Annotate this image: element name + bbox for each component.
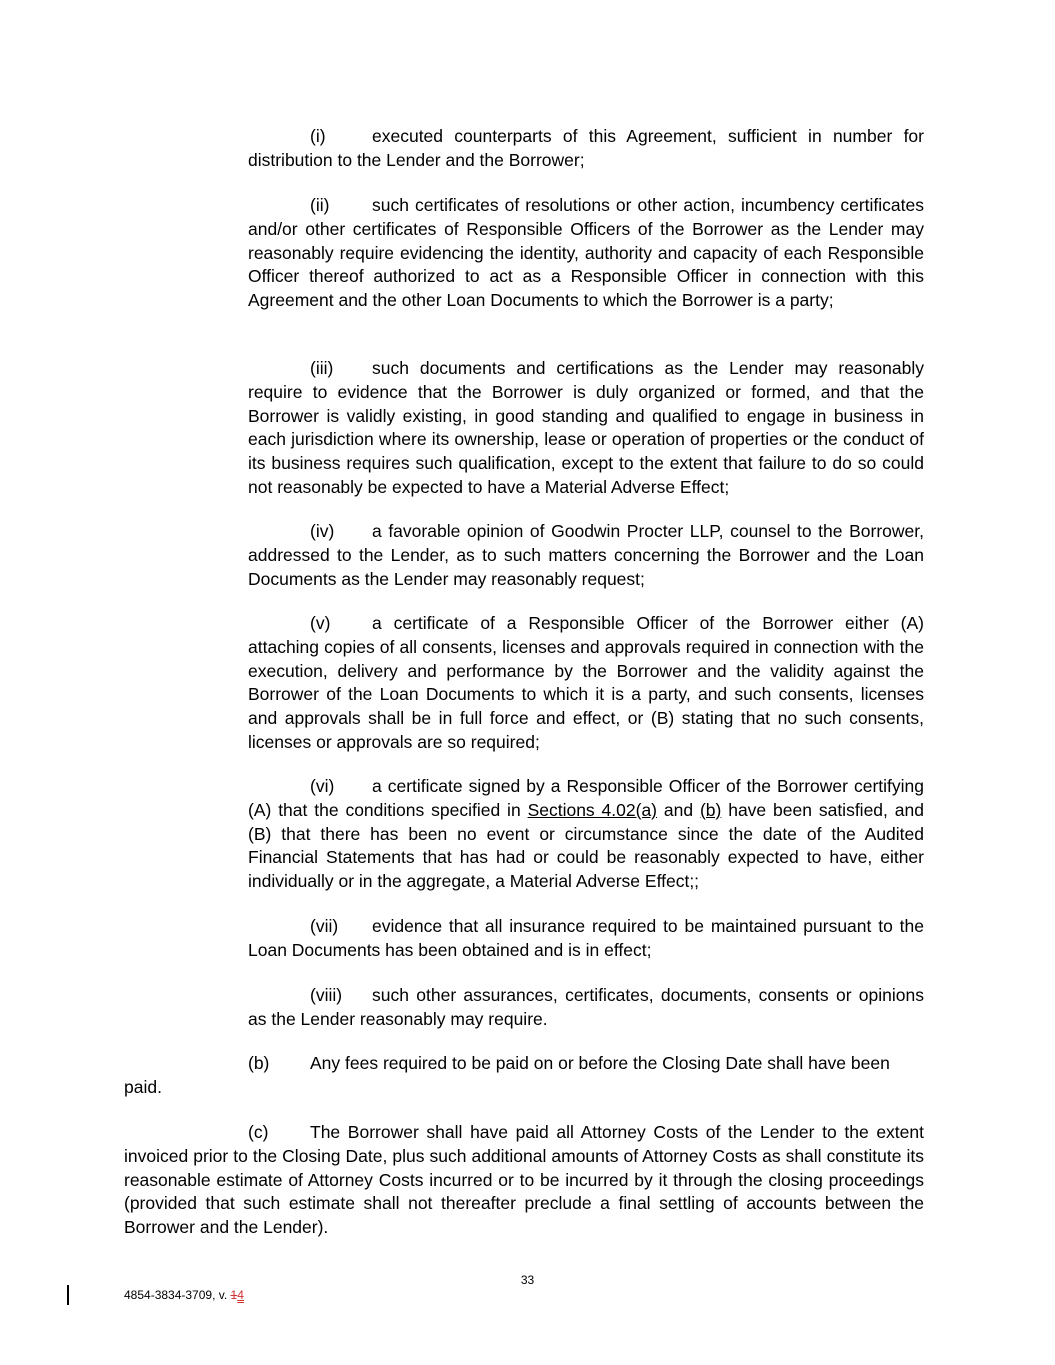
item-number: (vi) <box>310 776 335 796</box>
paragraph-b <box>248 1052 928 1076</box>
item-text: executed counterparts of this Agreement, sufficient in number for distribution to the Lender and the Borrower; <box>248 126 924 170</box>
paragraph-number: (c) <box>248 1122 269 1142</box>
item-vii <box>248 915 924 963</box>
item-text: such other assurances, certificates, documents, consents or opinions as the Lender reasonably may require. <box>248 985 924 1029</box>
item-iii <box>248 357 924 500</box>
item-text: a certificate signed by a Responsible Officer of the Borrower certifying (A) that the conditions specified in <box>248 776 924 820</box>
section-reference-link: (b) <box>699 799 722 820</box>
item-i <box>248 125 924 173</box>
item-viii <box>248 984 924 1032</box>
item-iv <box>248 520 924 591</box>
item-vi <box>248 775 924 894</box>
item-text: a certificate of a Responsible Officer of the Borrower either (A) attaching copies of all consents, licenses and approvals required in connection with the execution, delivery and performance by the Borrower and the validity against the Borrower of the Loan Documents to which it is a party, and such consents, licenses and approvals shall be in full force and effect, or (B) stating that no such consents, licenses or approvals are so required; <box>248 613 924 752</box>
document-id <box>124 1288 244 1302</box>
item-number: (viii) <box>310 985 343 1005</box>
inserted-version: 4 <box>237 1288 244 1302</box>
item-number: (iv) <box>310 521 335 541</box>
paragraph-c <box>124 1121 924 1240</box>
item-number: (iii) <box>310 358 334 378</box>
item-number: (vii) <box>310 916 339 936</box>
paragraph-number: (b) <box>248 1053 270 1073</box>
item-number: (i) <box>310 126 326 146</box>
paragraph-text: Any fees required to be paid on or before the Closing Date shall have been <box>310 1053 890 1073</box>
item-text: such documents and certifications as the Lender may reasonably require to evidence that the Borrower is duly organized or formed, and that the Borrower is validly existing, in good standing and qualified to engage in business in each jurisdiction where its ownership, lease or operation of properties or the conduct of its business requires such qualification, except to the extent that failure to do so could not reasonably be expected to have a Material Adverse Effect; <box>248 358 924 497</box>
item-text: have been satisfied, and (B) that there has been no event or circumstance since the date of the Audited Financial Statements that has had or could be reasonably expected to have, either individually or in the aggregate, a Material Adverse Effect;; <box>248 799 924 892</box>
section-reference-link: Sections 4.02(a) <box>527 799 657 820</box>
item-v <box>248 612 924 755</box>
page-number: 33 <box>520 1273 535 1287</box>
item-text: a favorable opinion of Goodwin Procter LLP, counsel to the Borrower, addressed to the Lender, as to such matters concerning the Borrower and the Loan Documents as the Lender may reasonably request; <box>248 521 924 589</box>
item-text: such certificates of resolutions or other action, incumbency certificates and/or other certificates of Responsible Officers of the Borrower as the Lender may reasonably require evidencing the identity, authority and capacity of each Responsible Officer thereof authorized to act as a Responsible Officer in connection with this Agreement and the other Loan Documents to which the Borrower is a party; <box>248 195 924 311</box>
deleted-version: 1 <box>230 1288 238 1302</box>
item-ii <box>248 194 924 313</box>
item-text: evidence that all insurance required to be maintained pursuant to the Loan Documents has been obtained and is in effect; <box>248 916 924 960</box>
item-number: (v) <box>310 613 331 633</box>
item-number: (ii) <box>310 195 330 215</box>
item-text: and <box>663 799 694 820</box>
paragraph-text: The Borrower shall have paid all Attorney Costs of the Lender to the extent invoiced prior to the Closing Date, plus such additional amounts of Attorney Costs as shall constitute its reasonable estimate of Attorney Costs incurred or to be incurred by it through the closing proceedings (provided that such estimate shall not thereafter preclude a final settling of accounts between the Borrower and the Lender). <box>124 1122 924 1238</box>
paragraph-b-continuation: paid. <box>124 1077 162 1097</box>
document-id-prefix: 4854-3834-3709, v. <box>124 1288 231 1302</box>
revision-change-bar <box>67 1285 69 1305</box>
